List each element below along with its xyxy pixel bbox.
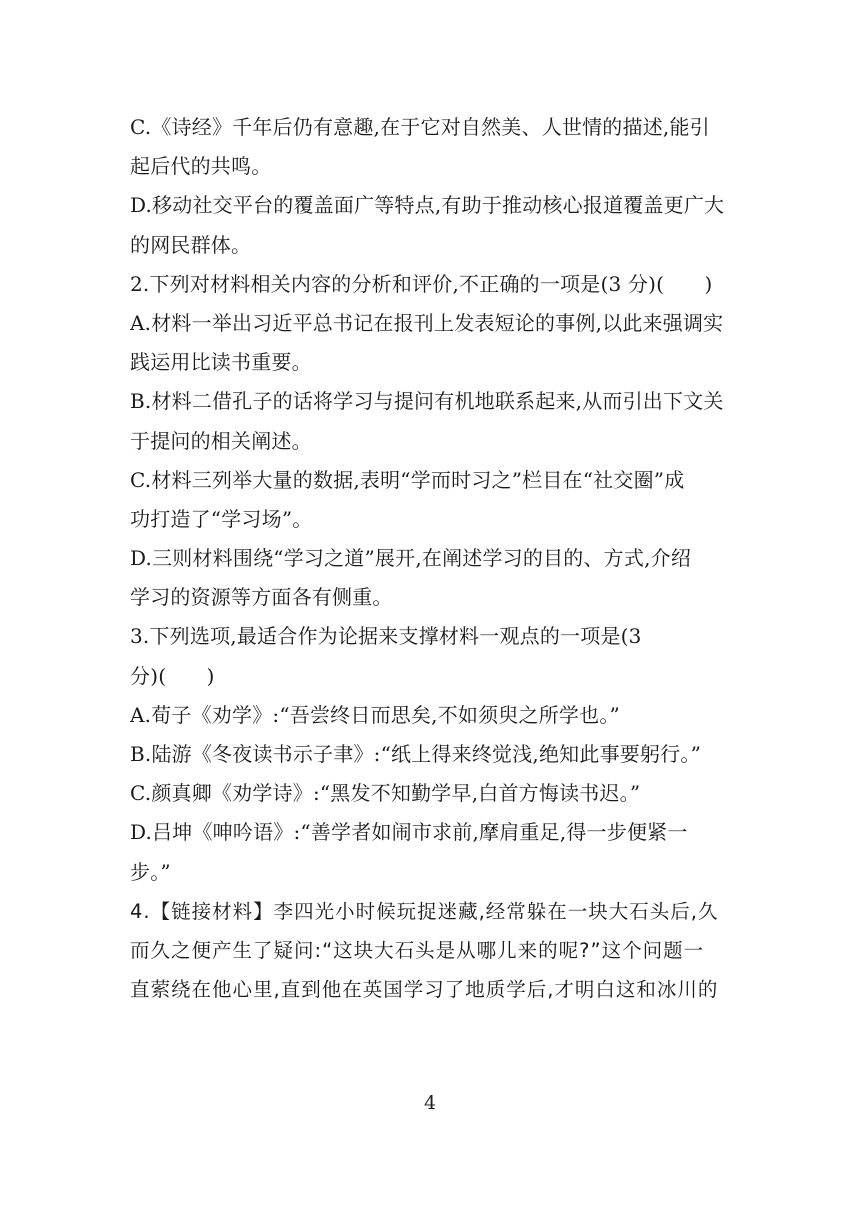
q2-option-d-line-2: 学习的资源等方面各有侧重。 bbox=[130, 585, 393, 610]
question-4-line-2: 而久之便产生了疑问:“这块大石头是从哪儿来的呢?”这个问题一 bbox=[130, 938, 705, 962]
document-body bbox=[130, 108, 730, 1009]
option-c-line-1: C.《诗经》千年后仍有意趣,在于它对自然美、人世情的描述,能引 bbox=[130, 115, 710, 139]
question-4-line-1: 4.【链接材料】李四光小时候玩捉迷藏,经常躲在一块大石头后,久 bbox=[130, 899, 719, 923]
question-3-stem-line-1: 3.下列选项,最适合作为论据来支撑材料一观点的一项是(3 bbox=[130, 624, 642, 649]
page-number: 4 bbox=[423, 1092, 437, 1114]
question-2-stem: 2.下列对材料相关内容的分析和评价,不正确的一项是(3 分)( ) bbox=[130, 271, 713, 296]
q3-option-d-line-2: 步。” bbox=[130, 859, 171, 884]
q3-option-d-line-1: D.吕坤《呻吟语》:“善学者如闹市求前,摩肩重足,得一步便紧一 bbox=[130, 820, 688, 845]
option-c-line-2: 起后代的共鸣。 bbox=[130, 154, 272, 179]
q2-option-c-line-2: 功打造了“学习场”。 bbox=[130, 506, 313, 531]
q3-option-c: C.颜真卿《劝学诗》:“黑发不知勤学早,白首方悔读书迟。” bbox=[130, 781, 641, 806]
option-d-line-1: D.移动社交平台的覆盖面广等特点,有助于推动核心报道覆盖更广大 bbox=[130, 193, 725, 218]
q2-option-a-line-1: A.材料一举出习近平总书记在报刊上发表短论的事例,以此来强调实 bbox=[130, 310, 724, 335]
q2-option-d-line-1: D.三则材料围绕“学习之道”展开,在阐述学习的目的、方式,介绍 bbox=[130, 546, 692, 571]
option-d-line-2: 的网民群体。 bbox=[130, 232, 252, 257]
q3-option-a: A.荀子《劝学》:“吾尝终日而思矣,不如须臾之所学也。” bbox=[130, 702, 620, 727]
question-4-line-3: 直萦绕在他心里,直到他在英国学习了地质学后,才明白这和冰川的 bbox=[130, 978, 719, 1002]
q2-option-c-line-1: C.材料三列举大量的数据,表明“学而时习之”栏目在“社交圈”成 bbox=[130, 467, 685, 492]
q2-option-b-line-1: B.材料二借孔子的话将学习与提问有机地联系起来,从而引出下文关 bbox=[130, 389, 724, 414]
q2-option-a-line-2: 践运用比读书重要。 bbox=[130, 350, 312, 375]
q2-option-b-line-2: 于提问的相关阐述。 bbox=[130, 428, 312, 453]
question-3-stem-line-2: 分)( ) bbox=[130, 663, 215, 688]
q3-option-b: B.陆游《冬夜读书示子聿》:“纸上得来终觉浅,绝知此事要躬行。” bbox=[130, 742, 701, 766]
